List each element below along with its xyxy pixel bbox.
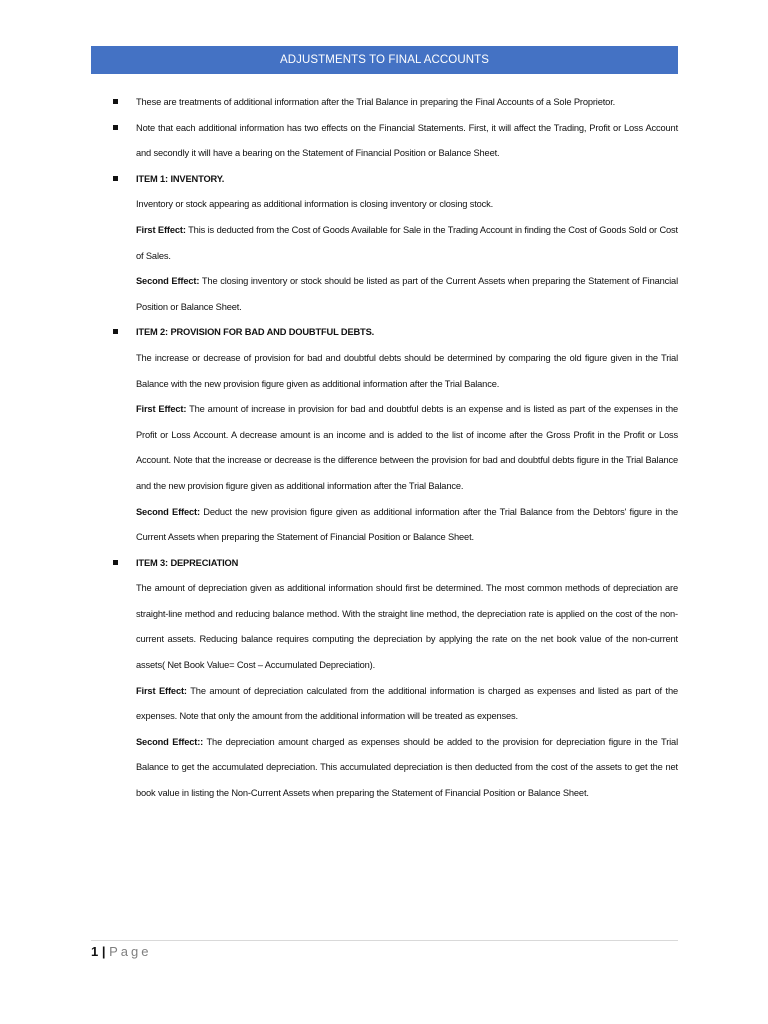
page-number: 1 — [91, 944, 99, 959]
page-title: ADJUSTMENTS TO FINAL ACCOUNTS — [91, 46, 678, 74]
first-effect-text: The amount of increase in provision for bad and doubtful debts is an expense and is listed as part of the expenses in the Profit or Loss Account. A decrease amount is an income and is added to the list of income after the Gross Profit in the Profit or Loss Account. Note that the increase or decrease is the difference between the provision for bad and doubtful debts figure in the Trial Balance and the new provision figure given as additional information after the Trial Balance. — [136, 404, 678, 491]
item3-heading-bullet — [113, 551, 678, 577]
item1-heading: ITEM 1: INVENTORY. — [136, 173, 225, 184]
square-bullet-icon — [113, 99, 118, 104]
item1-description: Inventory or stock appearing as additional information is closing inventory or closing stock. — [136, 199, 494, 210]
second-effect-label: Second Effect: — [136, 506, 200, 517]
item2-first-effect — [113, 397, 678, 499]
first-effect-label: First Effect: — [136, 224, 186, 235]
intro-bullet — [113, 90, 678, 116]
square-bullet-icon — [113, 125, 118, 130]
item3-description: The amount of depreciation given as additional information should first be determined. The most common methods of depreciation are straight-line method and reducing balance method. With the straight line method, the depreciation rate is applied on the cost of the non-current assets. Reducing balance requires computing the depreciation by applying the rate on the net book value of the non-current assets( Net Book Value= Cost – Accumulated Depreciation). — [136, 583, 678, 671]
square-bullet-icon — [113, 176, 118, 181]
intro-text: Note that each additional information has two effects on the Financial Statements. First, it will affect the Trading, Profit or Loss Account and secondly it will have a bearing on the Statement of Financial Position or Balance Sheet. — [136, 122, 678, 159]
first-effect-text: This is deducted from the Cost of Goods Available for Sale in the Trading Account in finding the Cost of Goods Sold or Cost of Sales. — [136, 224, 678, 261]
item3-first-effect — [113, 679, 678, 730]
square-bullet-icon — [113, 329, 118, 334]
page-footer — [91, 943, 152, 961]
item2-heading: ITEM 2: PROVISION FOR BAD AND DOUBTFUL DEBTS. — [136, 327, 375, 338]
first-effect-label: First Effect: — [136, 685, 187, 696]
item1-heading-bullet — [113, 167, 678, 193]
first-effect-text: The amount of depreciation calculated from the additional information is charged as expenses and listed as part of the expenses. Note that only the amount from the additional information will be treated as expenses. — [136, 685, 678, 722]
page-label: Page — [109, 944, 152, 959]
page-separator: | — [101, 944, 106, 959]
second-effect-text: Deduct the new provision figure given as additional information after the Trial Balance from the Debtors' figure in the Current Assets when preparing the Statement of Financial Position or Balance Sheet. — [136, 506, 678, 543]
item3-second-effect — [113, 730, 678, 807]
item2-heading-bullet — [113, 320, 678, 346]
footer-divider — [91, 940, 678, 941]
intro-text: These are treatments of additional information after the Trial Balance in preparing the Final Accounts of a Sole Proprietor. — [136, 97, 616, 107]
second-effect-text: The depreciation amount charged as expenses should be added to the provision for depreciation figure in the Trial Balance to get the accumulated depreciation. This accumulated depreciation is then deducted from the cost of the assets to get the net book value in listing the Non-Current Assets when preparing the Statement of Financial Position or Balance Sheet. — [136, 736, 678, 799]
document-body — [113, 90, 678, 807]
second-effect-label: Second Effect:: — [136, 736, 204, 747]
intro-bullet — [113, 116, 678, 167]
item2-description: The increase or decrease of provision for bad and doubtful debts should be determined by comparing the old figure given in the Trial Balance with the new provision figure given as additional information after the Trial Balance. — [136, 352, 678, 389]
first-effect-label: First Effect: — [136, 404, 187, 415]
second-effect-label: Second Effect: — [136, 276, 200, 287]
square-bullet-icon — [113, 560, 118, 565]
second-effect-text: The closing inventory or stock should be listed as part of the Current Assets when preparing the Statement of Financial Position or Balance Sheet. — [136, 276, 678, 312]
item3-heading: ITEM 3: DEPRECIATION — [136, 557, 239, 568]
item1-first-effect — [113, 218, 678, 269]
item2-second-effect — [113, 500, 678, 551]
item1-second-effect — [113, 269, 678, 320]
